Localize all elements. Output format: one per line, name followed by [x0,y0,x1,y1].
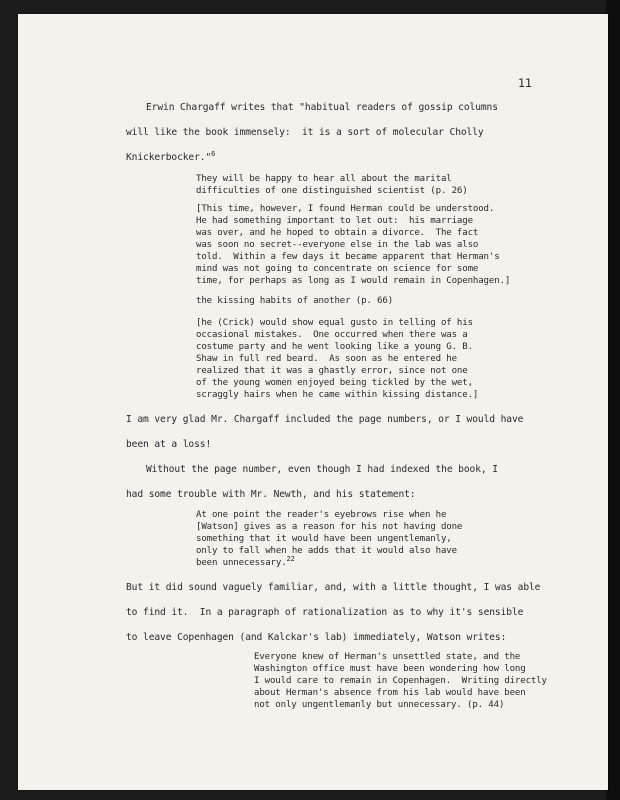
footnote-6: 6 [211,149,216,158]
para1-line2: will like the book immensely: it is a sort of molecular Cholly [126,127,484,138]
quote1-line2: difficulties of one distinguished scientist (p. 26) [196,186,468,196]
quote5-line4: only to fall when he adds that it would also have [196,546,457,556]
quote2-line5: told. Within a few days it became apparent that Herman's [196,252,500,262]
quote2-line2: He had something important to let out: his marriage [196,216,473,226]
para3-line1: Without the page number, even though I had indexed the book, I [146,464,498,475]
quote5-line5-text: been unnecessary. [196,558,287,568]
quote4-line5: realized that it was a ghastly error, since not one [196,366,468,376]
quote1-line1: They will be happy to hear all about the marital [196,174,452,184]
para2-line2: been at a loss! [126,439,212,450]
quote5-line5 [196,554,295,568]
para1-line1: Erwin Chargaff writes that "habitual readers of gossip columns [146,102,498,113]
quote5-line2: [Watson] gives as a reason for his not having done [196,522,463,532]
para3-line2: had some trouble with Mr. Newth, and his statement: [126,489,416,500]
para1-line3-text: Knickerbocker." [126,152,212,163]
page-number: 11 [518,76,532,90]
scan-edge [606,0,620,800]
quote4-line2: occasional mistakes. One occurred when there was a [196,330,468,340]
para1-line3 [126,149,216,163]
quote3-line1: the kissing habits of another (p. 66) [196,296,394,306]
quote6-line3: I would care to remain in Copenhagen. Writing directly [254,676,547,686]
paper-sheet [18,14,608,790]
quote6-line1: Everyone knew of Herman's unsettled state, and the [254,652,521,662]
quote4-line6: of the young women enjoyed being tickled by the wet, [196,378,473,388]
quote4-line3: costume party and he went looking like a young G. B. [196,342,473,352]
quote2-line6: mind was not going to concentrate on science for some [196,264,479,274]
quote2-line3: was over, and he hoped to obtain a divorce. The fact [196,228,479,238]
quote2-line1: [This time, however, I found Herman could be understood. [196,204,495,214]
para4-line3: to leave Copenhagen (and Kalckar's lab) immediately, Watson writes: [126,632,507,643]
quote6-line2: Washington office must have been wondering how long [254,664,526,674]
quote2-line7: time, for perhaps as long as I would remain in Copenhagen.] [196,276,511,286]
para4-line1: But it did sound vaguely familiar, and, with a little thought, I was able [126,582,541,593]
quote4-line7: scraggly hairs when he came within kissing distance.] [196,390,479,400]
quote6-line5: not only ungentlemanly but unnecessary. (p. 44) [254,700,505,710]
quote4-line1: [he (Crick) would show equal gusto in telling of his [196,318,473,328]
quote6-line4: about Herman's absence from his lab would have been [254,688,526,698]
footnote-22: 22 [286,554,295,563]
quote5-line3: something that it would have been ungentlemanly, [196,534,452,544]
quote2-line4: was soon no secret--everyone else in the lab was also [196,240,479,250]
para4-line2: to find it. In a paragraph of rationalization as to why it's sensible [126,607,524,618]
quote5-line1: At one point the reader's eyebrows rise when he [196,510,447,520]
document-body [18,14,608,790]
quote4-line4: Shaw in full red beard. As soon as he entered he [196,354,457,364]
para2-line1: I am very glad Mr. Chargaff included the page numbers, or I would have [126,414,524,425]
